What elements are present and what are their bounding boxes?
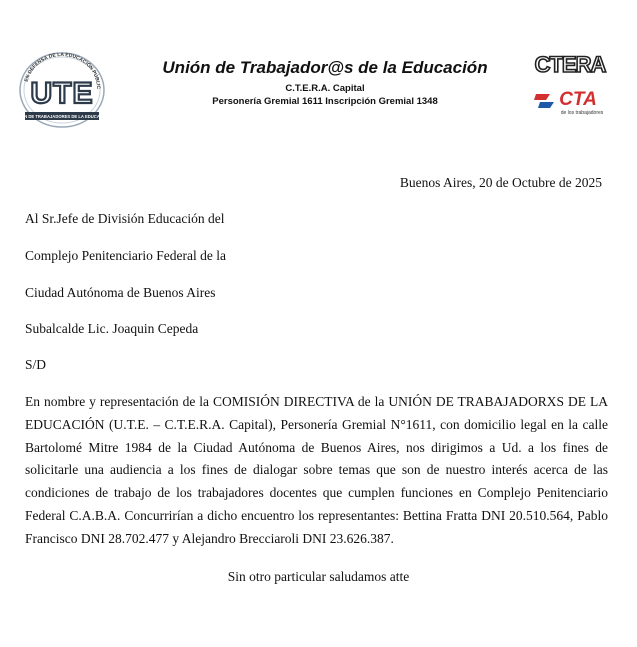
ute-logo-text: UTE [30, 77, 94, 110]
letterhead [140, 58, 510, 107]
recipient-line: Complejo Penitenciario Federal de la [25, 248, 226, 263]
cta-logo-text: CTA [559, 89, 597, 110]
recipient-line: Subalcalde Lic. Joaquin Cepeda [25, 321, 199, 336]
ctera-logo [532, 50, 608, 78]
org-subtitle: C.T.E.R.A. Capital [285, 83, 365, 94]
cta-tagline: de los trabajadores [560, 110, 604, 116]
letter-date: Buenos Aires, 20 de Octubre de 2025 [399, 175, 602, 190]
recipient-sd: S/D [25, 357, 47, 372]
ctera-logo-text: CTERA [534, 52, 606, 77]
letter-body: En nombre y representación de la COMISIÓN DIRECTIVA de la UNIÓN DE TRABAJADORXS DE LA EDUCACIÓN (U.T.E. – C.T.E.R.A. Capital), Personería Gremial N°1611, con domicilio legal en la calle Bartolomé Mitre 1984 de la Ciudad Autónoma de Buenos Aires, nos dirigimos a Ud. a los fines de solicitarle una audiencia a los fines de dialogar sobre temas que son de nuestro interés acerca de las condiciones de trabajo de los trabajadores docentes que cumplen funciones en Complejo Penitenciario Federal C.A.B.A. Concurrirían a dicho encuentro los representantes: Bettina Fratta DNI 20.510.564, Pablo Francisco DNI 28.702.477 y Alejandro Brecciaroli DNI 23.626.387. [25, 394, 608, 546]
cta-logo [530, 86, 608, 116]
letter-closing: Sin otro particular saludamos atte [227, 569, 410, 584]
ute-arc-text: EN DEFENSA DE LA EDUCACIÓN PÚBLIC [23, 51, 102, 90]
recipient-line: Al Sr.Jefe de División Educación del [25, 211, 225, 226]
org-registration: Personería Gremial 1611 Inscripción Gremial 1348 [212, 96, 438, 107]
org-title: Unión de Trabajador@s de la Educación [162, 58, 488, 77]
ute-logo [17, 48, 107, 128]
recipient-line: Ciudad Autónoma de Buenos Aires [25, 285, 216, 300]
ute-bottom-text: UNIÓN DE TRABAJADORES DE LA EDUCACIÓN [17, 114, 107, 119]
